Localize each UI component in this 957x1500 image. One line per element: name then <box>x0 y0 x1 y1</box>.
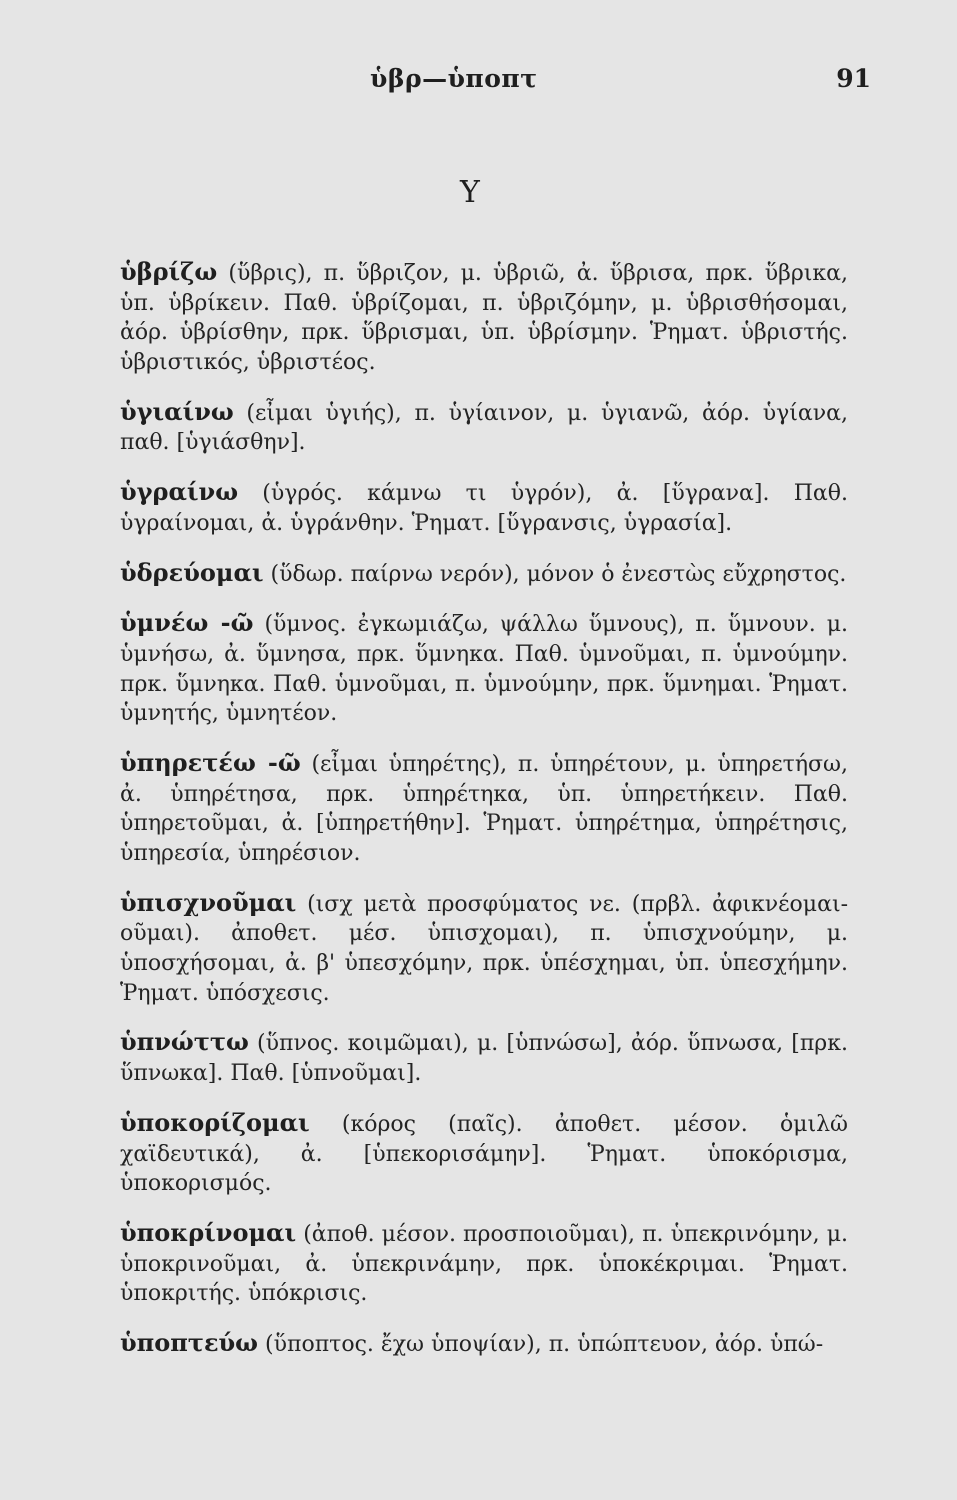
dictionary-entry <box>120 1217 848 1309</box>
entry-text: (ὑγρός. κάμνω τι ὑγρόν), ἀ. [ὕγρανα]. Παθ. ὑγραίνομαι, ἀ. ὑγράνθην. Ῥηματ. [ὕγρανσις, ὑγρασία]. <box>120 481 848 536</box>
running-head: ὑβρ—ὑποπτ <box>370 64 538 93</box>
entry-headword: ὑμνέω -ῶ <box>120 608 254 638</box>
dictionary-entry <box>120 1026 848 1088</box>
dictionary-entry <box>120 1107 848 1199</box>
entry-text: (ὕπνος. κοιμῶμαι), μ. [ὑπνώσω], ἀόρ. ὕπνωσα, [πρκ. ὕπνωκα]. Παθ. [ὑπνοῦμαι]. <box>120 1031 848 1087</box>
entry-headword: ὑγιαίνω <box>120 396 234 426</box>
dictionary-entry <box>120 887 848 1009</box>
entry-text: (ὕδωρ. παίρνω νερόν), μόνον ὁ ἐνεστὼς εὔχρηστος. <box>263 561 847 587</box>
dictionary-entry <box>120 1327 848 1360</box>
entry-text: (εἶμαι ὑγιής), π. ὑγίαινον, μ. ὑγιανῶ, ἀόρ. ὑγίανα, παθ. [ὑγιάσθην]. <box>120 400 848 456</box>
entry-headword: ὑπισχνοῦμαι <box>120 887 297 917</box>
entry-headword: ὑβρίζω <box>120 257 218 286</box>
entry-text: (κόρος (παῖς). ἀποθετ. μέσον. ὁμιλῶ χαϊδευτικά), ἀ. [ὑπεκορισάμην]. Ῥηματ. ὑποκόρισμα, ὑποκορισμός. <box>120 1111 848 1197</box>
page-number: 91 <box>836 64 871 93</box>
entry-headword: ὑποκορίζομαι <box>120 1107 310 1137</box>
dictionary-entry <box>120 557 848 590</box>
entry-headword: ὑδρεύομαι <box>120 557 264 587</box>
dictionary-entry <box>120 476 848 538</box>
entry-text: (ὕβρις), π. ὕβριζον, μ. ὑβριῶ, ἀ. ὕβρισα, πρκ. ὕβρικα, ὑπ. ὑβρίκειν. Παθ. ὑβρίζομαι, π. ὑβριζόμην, μ. ὑβρισθήσομαι, ἀόρ. ὑβρίσθην, πρκ. ὕβρισμαι, ὑπ. ὑβρίσμην. Ῥηματ. ὑβριστής. ὑβριστικός, ὑβριστέος. <box>120 261 848 376</box>
entry-text: (ἀποθ. μέσον. προσποιοῦμαι), π. ὑπεκρινόμην, μ. ὑποκρινοῦμαι, ἀ. ὑπεκρινάμην, πρκ. ὑποκέκριμαι. Ῥηματ. ὑποκριτής. ὑπόκρισις. <box>120 1221 848 1307</box>
dictionary-entries <box>120 256 848 1360</box>
dictionary-entry <box>120 256 848 378</box>
entry-headword: ὑγραίνω <box>120 477 239 507</box>
entry-headword: ὑποπτεύω <box>120 1327 259 1357</box>
entry-text: (ισχ μετὰ προσφύματος νε. (πρβλ. ἀφικνέομαι-οῦμαι). ἀποθετ. μέσ. ὑπισχομαι), π. ὑπισχνούμην, μ. ὑποσχήσομαι, ἀ. β' ὑπεσχόμην, πρκ. ὑπέσχημαι, ὑπ. ὑπεσχήμην. Ῥηματ. ὑπόσχεσις. <box>120 891 848 1006</box>
entry-text: (εἶμαι ὑπηρέτης), π. ὑπηρέτουν, μ. ὑπηρετήσω, ἀ. ὑπηρέτησα, πρκ. ὑπηρέτηκα, ὑπ. ὑπηρετήκειν. Παθ. ὑπηρετοῦμαι, ἀ. [ὑπηρετήθην]. Ῥηματ. ὑπηρέτημα, ὑπηρέτησις, ὑπηρεσία, ὑπηρέσιον. <box>120 751 848 866</box>
entry-text: (ὕποπτος. ἔχω ὑποψίαν), π. ὑπώπτευον, ἀόρ. ὑπώ- <box>258 1331 824 1357</box>
entry-headword: ὑπηρετέω -ῶ <box>120 747 301 777</box>
entry-headword: ὑποκρίνομαι <box>120 1217 297 1247</box>
entry-headword: ὑπνώττω <box>120 1027 249 1057</box>
section-letter: Υ <box>460 175 480 210</box>
dictionary-entry <box>120 396 848 458</box>
entry-text: (ὕμνος. ἐγκωμιάζω, ψάλλω ὕμνους), π. ὕμνουν. μ. ὑμνήσω, ἀ. ὕμνησα, πρκ. ὕμνηκα. Παθ. ὑμνοῦμαι, π. ὑμνούμην. πρκ. ὕμνηκα. Παθ. ὑμνοῦμαι, π. ὑμνούμην, πρκ. ὕμνημαι. Ῥηματ. ὑμνητής, ὑμνητέον. <box>120 612 848 727</box>
dictionary-entry <box>120 747 848 869</box>
dictionary-entry <box>120 607 848 729</box>
